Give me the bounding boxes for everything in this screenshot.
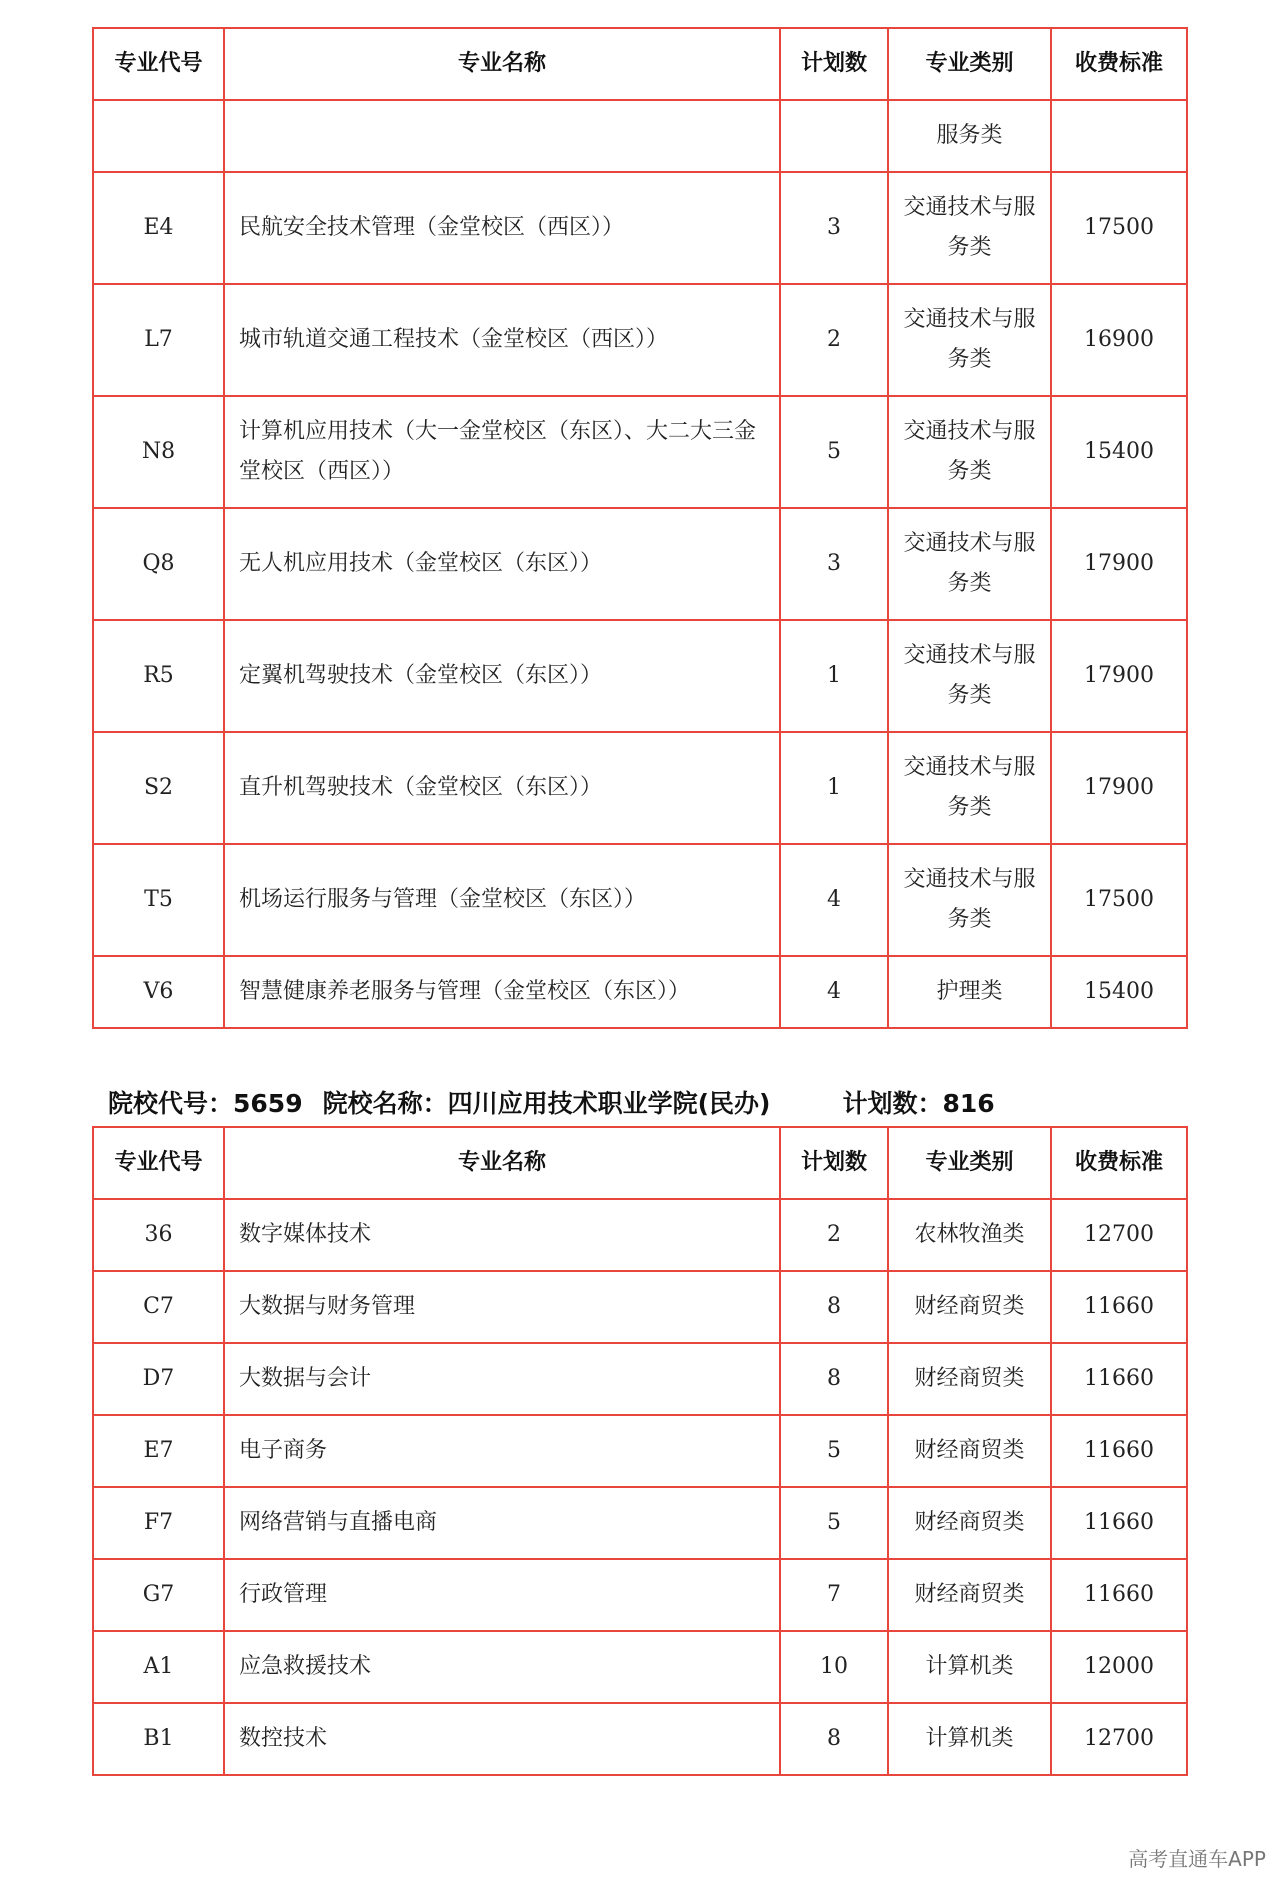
cell-plan: 10 [780, 1631, 888, 1703]
cell-plan: 8 [780, 1343, 888, 1415]
table-row [93, 100, 1187, 172]
table-row [93, 1631, 1187, 1703]
header-category: 专业类别 [888, 1127, 1051, 1199]
cell-plan: 3 [780, 508, 888, 620]
cell-name: 城市轨道交通工程技术（金堂校区（西区）） [224, 284, 780, 396]
cell-category: 计算机类 [888, 1703, 1051, 1775]
table-header-row [93, 28, 1187, 100]
cell-plan: 8 [780, 1703, 888, 1775]
cell-category: 交通技术与服务类 [888, 396, 1051, 508]
cell-name: 智慧健康养老服务与管理（金堂校区（东区）） [224, 956, 780, 1028]
cell-fee: 16900 [1051, 284, 1187, 396]
cell-plan: 8 [780, 1271, 888, 1343]
cell-fee: 12700 [1051, 1703, 1187, 1775]
school-info [108, 1084, 1188, 1124]
cell-code: F7 [93, 1487, 224, 1559]
header-plan: 计划数 [780, 1127, 888, 1199]
cell-name: 定翼机驾驶技术（金堂校区（东区）） [224, 620, 780, 732]
table-row [93, 172, 1187, 284]
cell-category: 财经商贸类 [888, 1271, 1051, 1343]
cell-fee: 11660 [1051, 1487, 1187, 1559]
table-row [93, 1703, 1187, 1775]
cell-name: 网络营销与直播电商 [224, 1487, 780, 1559]
cell-name: 无人机应用技术（金堂校区（东区）） [224, 508, 780, 620]
cell-plan: 7 [780, 1559, 888, 1631]
cell-category: 计算机类 [888, 1631, 1051, 1703]
cell-name: 大数据与财务管理 [224, 1271, 780, 1343]
school-plan: 816 [942, 1089, 995, 1118]
cell-fee: 17500 [1051, 844, 1187, 956]
cell-code: A1 [93, 1631, 224, 1703]
cell-fee [1051, 100, 1187, 172]
school-name-label: 院校名称： [322, 1089, 448, 1118]
cell-fee: 11660 [1051, 1271, 1187, 1343]
table-row [93, 1559, 1187, 1631]
cell-plan: 3 [780, 172, 888, 284]
cell-code: T5 [93, 844, 224, 956]
majors-table [92, 1126, 1188, 1776]
cell-fee: 11660 [1051, 1343, 1187, 1415]
cell-code: C7 [93, 1271, 224, 1343]
cell-code: L7 [93, 284, 224, 396]
cell-name: 电子商务 [224, 1415, 780, 1487]
cell-code: B1 [93, 1703, 224, 1775]
table-row [93, 844, 1187, 956]
cell-fee: 11660 [1051, 1415, 1187, 1487]
header-code: 专业代号 [93, 1127, 224, 1199]
cell-name: 直升机驾驶技术（金堂校区（东区）） [224, 732, 780, 844]
cell-code: R5 [93, 620, 224, 732]
cell-code: V6 [93, 956, 224, 1028]
cell-code: Q8 [93, 508, 224, 620]
table-header-row [93, 1127, 1187, 1199]
cell-fee: 15400 [1051, 396, 1187, 508]
cell-fee: 17500 [1051, 172, 1187, 284]
cell-code: E4 [93, 172, 224, 284]
cell-category: 交通技术与服务类 [888, 844, 1051, 956]
watermark: 高考直通车APP [1128, 1847, 1266, 1871]
cell-code: 36 [93, 1199, 224, 1271]
cell-fee: 17900 [1051, 620, 1187, 732]
cell-category: 交通技术与服务类 [888, 284, 1051, 396]
cell-category: 财经商贸类 [888, 1487, 1051, 1559]
cell-name: 数控技术 [224, 1703, 780, 1775]
header-code: 专业代号 [93, 28, 224, 100]
cell-name: 大数据与会计 [224, 1343, 780, 1415]
table-row [93, 396, 1187, 508]
table-row [93, 956, 1187, 1028]
cell-category: 交通技术与服务类 [888, 732, 1051, 844]
cell-plan: 5 [780, 1487, 888, 1559]
cell-plan: 2 [780, 284, 888, 396]
cell-fee: 17900 [1051, 508, 1187, 620]
cell-category: 护理类 [888, 956, 1051, 1028]
table-row [93, 1343, 1187, 1415]
cell-plan: 5 [780, 396, 888, 508]
school-plan-label: 计划数： [842, 1089, 943, 1118]
cell-name: 计算机应用技术（大一金堂校区（东区）、大二大三金堂校区（西区）） [224, 396, 780, 508]
table-row [93, 508, 1187, 620]
cell-category: 财经商贸类 [888, 1559, 1051, 1631]
cell-category: 服务类 [888, 100, 1051, 172]
table-row [93, 732, 1187, 844]
cell-code: S2 [93, 732, 224, 844]
table-row [93, 1415, 1187, 1487]
cell-name: 数字媒体技术 [224, 1199, 780, 1271]
header-fee: 收费标准 [1051, 1127, 1187, 1199]
school-code: 5659 [233, 1089, 303, 1118]
cell-plan: 4 [780, 844, 888, 956]
school-code-label: 院校代号： [108, 1089, 234, 1118]
cell-code: G7 [93, 1559, 224, 1631]
header-plan: 计划数 [780, 28, 888, 100]
cell-plan: 4 [780, 956, 888, 1028]
cell-category: 农林牧渔类 [888, 1199, 1051, 1271]
cell-plan [780, 100, 888, 172]
header-fee: 收费标准 [1051, 28, 1187, 100]
cell-name: 机场运行服务与管理（金堂校区（东区）） [224, 844, 780, 956]
school-name: 四川应用技术职业学院(民办) [447, 1089, 771, 1118]
cell-category: 交通技术与服务类 [888, 620, 1051, 732]
cell-category: 财经商贸类 [888, 1343, 1051, 1415]
cell-fee: 12700 [1051, 1199, 1187, 1271]
cell-plan: 5 [780, 1415, 888, 1487]
majors-table-continued [92, 27, 1188, 1029]
cell-fee: 11660 [1051, 1559, 1187, 1631]
cell-plan: 1 [780, 732, 888, 844]
cell-code [93, 100, 224, 172]
cell-fee: 15400 [1051, 956, 1187, 1028]
cell-name: 行政管理 [224, 1559, 780, 1631]
cell-fee: 17900 [1051, 732, 1187, 844]
header-category: 专业类别 [888, 28, 1051, 100]
table-row [93, 1271, 1187, 1343]
header-name: 专业名称 [224, 28, 780, 100]
cell-category: 财经商贸类 [888, 1415, 1051, 1487]
table-row [93, 284, 1187, 396]
cell-fee: 12000 [1051, 1631, 1187, 1703]
cell-code: N8 [93, 396, 224, 508]
table-row [93, 620, 1187, 732]
table-row [93, 1487, 1187, 1559]
table-row [93, 1199, 1187, 1271]
cell-category: 交通技术与服务类 [888, 172, 1051, 284]
cell-code: D7 [93, 1343, 224, 1415]
cell-category: 交通技术与服务类 [888, 508, 1051, 620]
cell-plan: 2 [780, 1199, 888, 1271]
cell-code: E7 [93, 1415, 224, 1487]
cell-plan: 1 [780, 620, 888, 732]
cell-name: 应急救援技术 [224, 1631, 780, 1703]
header-name: 专业名称 [224, 1127, 780, 1199]
cell-name [224, 100, 780, 172]
cell-name: 民航安全技术管理（金堂校区（西区）） [224, 172, 780, 284]
